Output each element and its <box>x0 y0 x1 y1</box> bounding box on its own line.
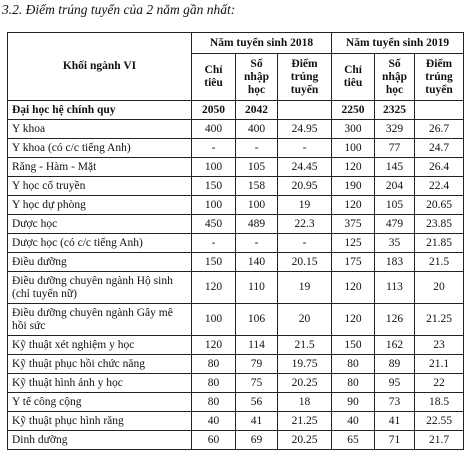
enrolled-2019: 35 <box>375 234 415 253</box>
score-2018: 21.5 <box>278 336 332 355</box>
score-2018: 18 <box>278 393 332 412</box>
summary-score-2018 <box>278 101 332 120</box>
header-score-2018: Điểm trúng tuyển <box>278 54 332 101</box>
header-enrolled-2018: Số nhập học <box>236 54 278 101</box>
score-2018: 20 <box>278 304 332 336</box>
score-2018: - <box>278 139 332 158</box>
header-group: Khối ngành VI <box>8 33 192 101</box>
summary-label: Đại học hệ chính quy <box>8 101 192 120</box>
score-2018: - <box>278 234 332 253</box>
score-2018: 19 <box>278 196 332 215</box>
quota-2018: 450 <box>192 215 236 234</box>
enrolled-2018: 105 <box>236 158 278 177</box>
quota-2019: 90 <box>332 393 375 412</box>
quota-2018: 150 <box>192 177 236 196</box>
summary-enrolled-2018: 2042 <box>236 101 278 120</box>
enrolled-2019: 95 <box>375 374 415 393</box>
score-2019: 18.5 <box>415 393 464 412</box>
quota-2018: 100 <box>192 196 236 215</box>
score-2019: 26.7 <box>415 120 464 139</box>
enrolled-2018: 400 <box>236 120 278 139</box>
quota-2019: 120 <box>332 158 375 177</box>
score-2019: 23 <box>415 336 464 355</box>
summary-quota-2018: 2050 <box>192 101 236 120</box>
table-row <box>8 374 464 393</box>
quota-2019: 190 <box>332 177 375 196</box>
score-2019: 21.7 <box>415 431 464 450</box>
quota-2018: - <box>192 234 236 253</box>
enrolled-2018: 79 <box>236 355 278 374</box>
score-2018: 22.3 <box>278 215 332 234</box>
enrolled-2018: 100 <box>236 196 278 215</box>
enrolled-2019: 126 <box>375 304 415 336</box>
header-enrolled-2019: Số nhập học <box>375 54 415 101</box>
enrolled-2019: 204 <box>375 177 415 196</box>
score-2018: 21.25 <box>278 412 332 431</box>
summary-row <box>8 101 464 120</box>
score-2018: 24.45 <box>278 158 332 177</box>
major-name: Dinh dưỡng <box>8 431 192 450</box>
quota-2019: 120 <box>332 196 375 215</box>
quota-2018: 100 <box>192 158 236 177</box>
score-2019: 21.85 <box>415 234 464 253</box>
quota-2018: 120 <box>192 336 236 355</box>
section-title: 3.2. Điểm trúng tuyển của 2 năm gần nhất: <box>2 2 236 17</box>
score-2019: 26.4 <box>415 158 464 177</box>
score-2019: 24.7 <box>415 139 464 158</box>
major-name: Kỹ thuật hình ảnh y học <box>8 374 192 393</box>
enrolled-2019: 183 <box>375 253 415 272</box>
score-2019: 22.55 <box>415 412 464 431</box>
quota-2018: 60 <box>192 431 236 450</box>
enrolled-2018: - <box>236 234 278 253</box>
major-name: Y học dự phòng <box>8 196 192 215</box>
quota-2019: 375 <box>332 215 375 234</box>
major-name: Dược học <box>8 215 192 234</box>
header-year-2018: Năm tuyển sinh 2018 <box>192 33 332 54</box>
quota-2019: 150 <box>332 336 375 355</box>
enrolled-2019: 77 <box>375 139 415 158</box>
major-name: Dược học (có c/c tiếng Anh) <box>8 234 192 253</box>
score-2019: 20 <box>415 272 464 304</box>
quota-2018: 80 <box>192 393 236 412</box>
quota-2019: 100 <box>332 139 375 158</box>
quota-2018: 150 <box>192 253 236 272</box>
enrolled-2019: 71 <box>375 431 415 450</box>
table-row <box>8 234 464 253</box>
score-2019: 21.1 <box>415 355 464 374</box>
enrolled-2019: 145 <box>375 158 415 177</box>
quota-2018: 80 <box>192 374 236 393</box>
table-row <box>8 215 464 234</box>
enrolled-2018: 158 <box>236 177 278 196</box>
summary-score-2019 <box>415 101 464 120</box>
score-2018: 24.95 <box>278 120 332 139</box>
score-2019: 20.65 <box>415 196 464 215</box>
enrolled-2018: 140 <box>236 253 278 272</box>
admission-score-table <box>7 32 464 450</box>
header-quota-2018: Chỉ tiêu <box>192 54 236 101</box>
table-row <box>8 139 464 158</box>
enrolled-2018: 41 <box>236 412 278 431</box>
enrolled-2019: 73 <box>375 393 415 412</box>
score-2019: 23.85 <box>415 215 464 234</box>
score-2018: 19.75 <box>278 355 332 374</box>
table-row <box>8 158 464 177</box>
enrolled-2018: 75 <box>236 374 278 393</box>
score-2018: 20.25 <box>278 431 332 450</box>
table-row <box>8 253 464 272</box>
table-row <box>8 120 464 139</box>
major-name: Điều dưỡng chuyên ngành Hộ sinh (chỉ tuyển nữ) <box>8 272 192 304</box>
summary-enrolled-2019: 2325 <box>375 101 415 120</box>
enrolled-2018: 110 <box>236 272 278 304</box>
major-name: Y khoa (có c/c tiếng Anh) <box>8 139 192 158</box>
table-row <box>8 336 464 355</box>
score-2019: 22.4 <box>415 177 464 196</box>
score-2018: 20.25 <box>278 374 332 393</box>
enrolled-2019: 113 <box>375 272 415 304</box>
enrolled-2018: 114 <box>236 336 278 355</box>
table-row <box>8 355 464 374</box>
quota-2019: 300 <box>332 120 375 139</box>
table-row <box>8 412 464 431</box>
score-2019: 21.5 <box>415 253 464 272</box>
enrolled-2019: 41 <box>375 412 415 431</box>
table-row <box>8 196 464 215</box>
major-name: Điều dưỡng <box>8 253 192 272</box>
summary-quota-2019: 2250 <box>332 101 375 120</box>
quota-2019: 40 <box>332 412 375 431</box>
quota-2019: 65 <box>332 431 375 450</box>
enrolled-2018: 69 <box>236 431 278 450</box>
header-year-2019: Năm tuyển sinh 2019 <box>332 33 464 54</box>
quota-2019: 120 <box>332 304 375 336</box>
enrolled-2018: 56 <box>236 393 278 412</box>
major-name: Y tế công cộng <box>8 393 192 412</box>
quota-2018: 80 <box>192 355 236 374</box>
enrolled-2019: 479 <box>375 215 415 234</box>
major-name: Y khoa <box>8 120 192 139</box>
quota-2018: 120 <box>192 272 236 304</box>
enrolled-2019: 105 <box>375 196 415 215</box>
quota-2018: - <box>192 139 236 158</box>
quota-2018: 400 <box>192 120 236 139</box>
quota-2019: 80 <box>332 374 375 393</box>
table-row <box>8 304 464 336</box>
enrolled-2019: 89 <box>375 355 415 374</box>
enrolled-2018: 106 <box>236 304 278 336</box>
table-row <box>8 272 464 304</box>
enrolled-2019: 162 <box>375 336 415 355</box>
enrolled-2019: 329 <box>375 120 415 139</box>
score-2018: 20.15 <box>278 253 332 272</box>
enrolled-2018: - <box>236 139 278 158</box>
major-name: Răng - Hàm - Mặt <box>8 158 192 177</box>
major-name: Kỹ thuật phục hồi chức năng <box>8 355 192 374</box>
score-2019: 22 <box>415 374 464 393</box>
quota-2018: 40 <box>192 412 236 431</box>
quota-2019: 80 <box>332 355 375 374</box>
enrolled-2018: 489 <box>236 215 278 234</box>
score-2019: 21.25 <box>415 304 464 336</box>
quota-2018: 100 <box>192 304 236 336</box>
major-name: Kỹ thuật xét nghiệm y học <box>8 336 192 355</box>
quota-2019: 125 <box>332 234 375 253</box>
quota-2019: 175 <box>332 253 375 272</box>
major-name: Điều dưỡng chuyên ngành Gây mê hồi sức <box>8 304 192 336</box>
score-2018: 19 <box>278 272 332 304</box>
score-2018: 20.95 <box>278 177 332 196</box>
major-name: Kỹ thuật phục hình răng <box>8 412 192 431</box>
table-row <box>8 393 464 412</box>
table-row <box>8 431 464 450</box>
table-row <box>8 177 464 196</box>
major-name: Y học cổ truyền <box>8 177 192 196</box>
header-quota-2019: Chỉ tiêu <box>332 54 375 101</box>
quota-2019: 120 <box>332 272 375 304</box>
header-score-2019: Điểm trúng tuyển <box>415 54 464 101</box>
